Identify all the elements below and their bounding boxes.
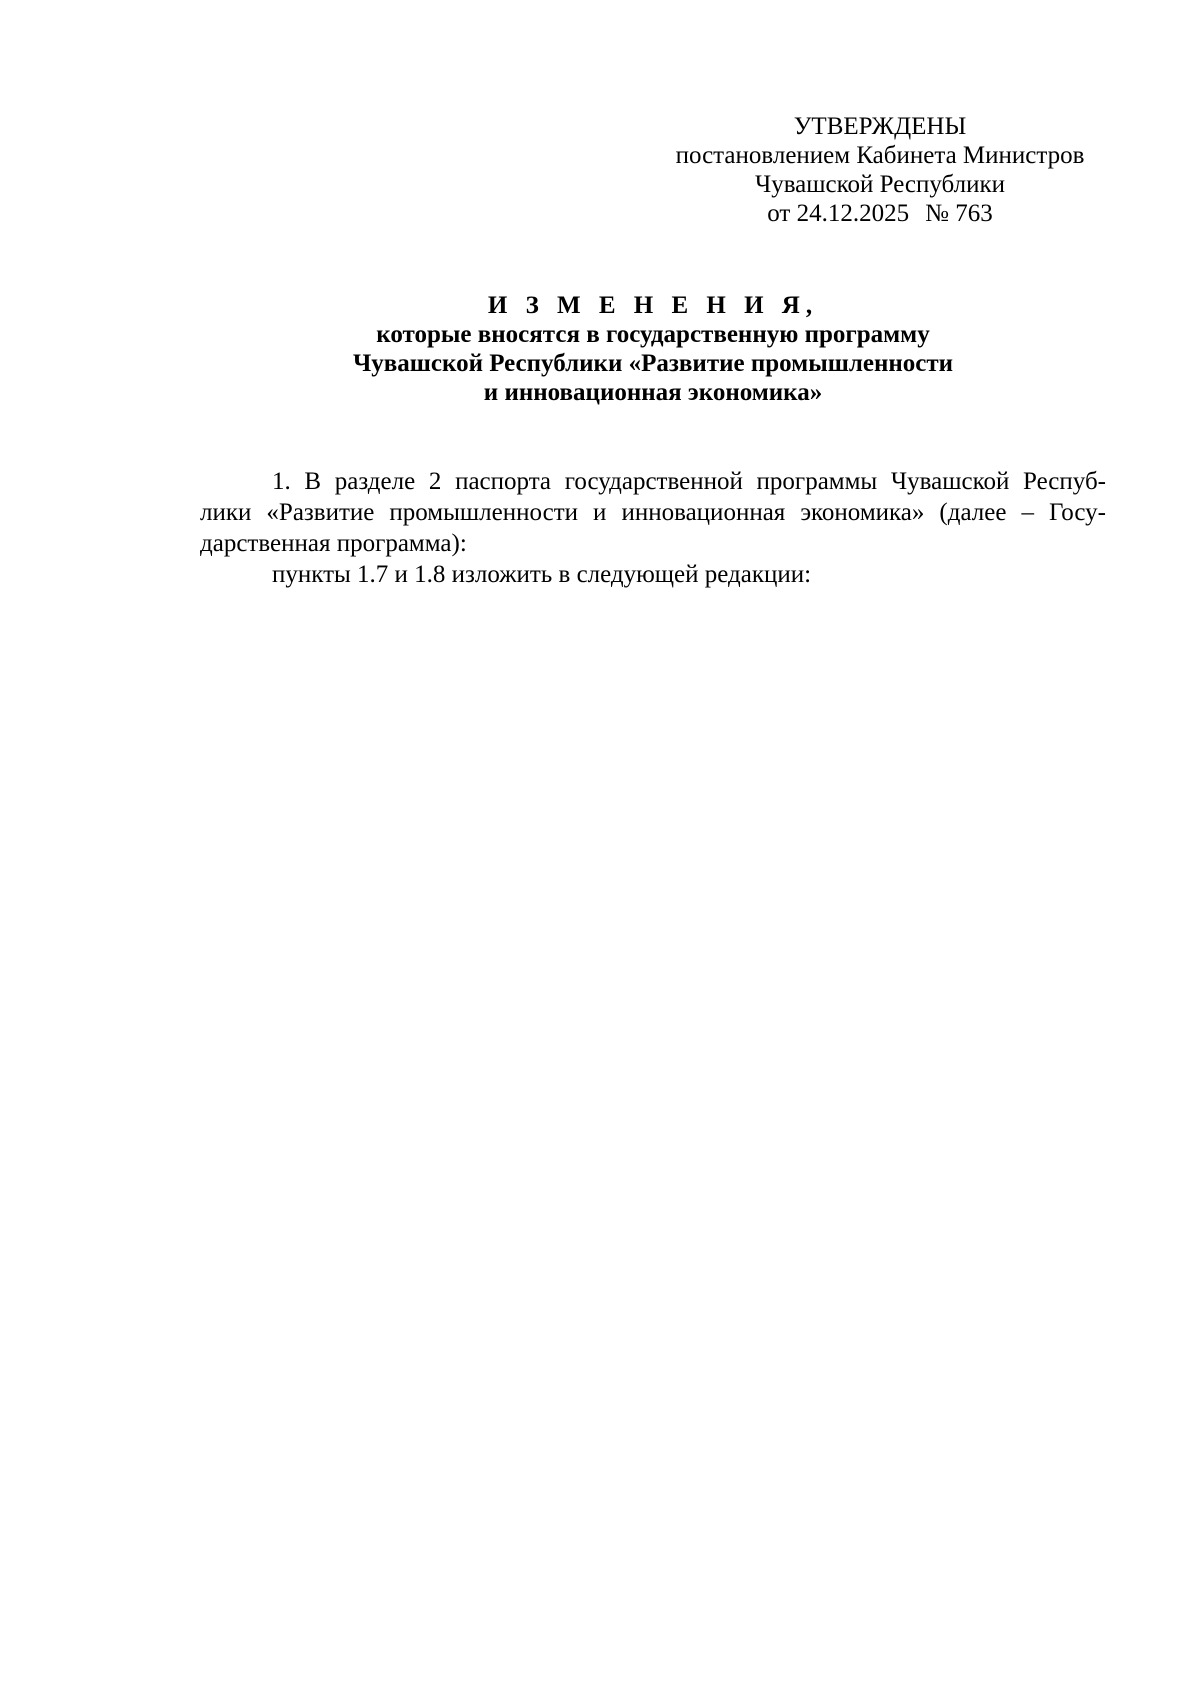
paragraph-1-line-2: лики «Развитие промышленности и инновационная экономика» (далее – Госу-	[200, 499, 1106, 526]
title-line-2: Чувашской Республики «Развитие промышленности	[352, 350, 954, 377]
approval-issuer: постановлением Кабинета Министров	[675, 142, 1085, 169]
approval-region: Чувашской Республики	[754, 171, 1006, 198]
title-line-3: и инновационная экономика»	[483, 379, 823, 406]
approval-number: № 763	[925, 200, 993, 227]
paragraph-2: пункты 1.7 и 1.8 изложить в следующей редакции:	[272, 561, 812, 588]
document-title	[200, 291, 1106, 407]
paragraph-1-line-3: дарственная программа):	[200, 530, 467, 557]
paragraph-1-line-1: 1. В разделе 2 паспорта государственной программы Чувашской Респуб-	[272, 468, 1106, 495]
approval-date-number	[670, 199, 1090, 228]
approval-date: от 24.12.2025	[767, 200, 910, 227]
title-heading: И З М Е Н Е Н И Я,	[487, 292, 819, 319]
document-body	[200, 466, 1106, 590]
title-line-1: которые вносятся в государственную программу	[376, 321, 930, 348]
approval-stamp	[670, 112, 1090, 228]
approval-title: УТВЕРЖДЕНЫ	[793, 113, 967, 140]
